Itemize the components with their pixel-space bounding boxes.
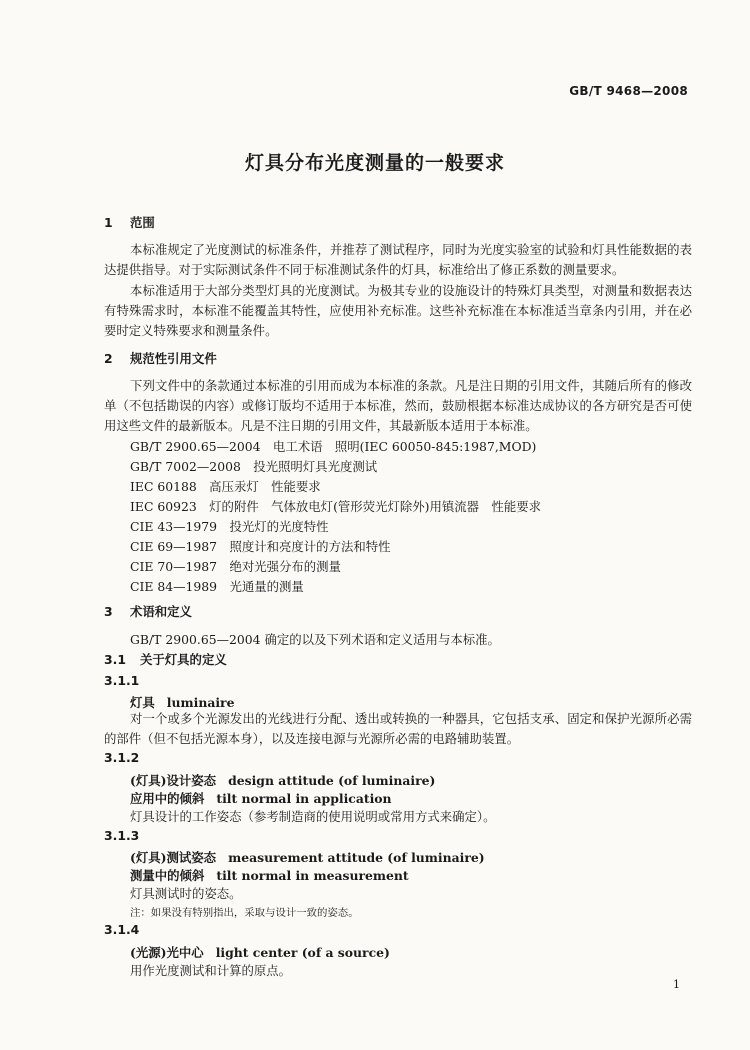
subsection-number: 3.1: [104, 652, 126, 667]
term-3-1-4: [130, 943, 390, 961]
normative-reference: CIE 84—1989 光通量的测量: [130, 579, 304, 594]
standard-code: GB/T 9468—2008: [569, 84, 688, 98]
term-chinese: (光源)光中心: [130, 945, 204, 960]
section-heading-3: [104, 605, 192, 619]
page-title: 灯具分布光度测量的一般要求: [244, 152, 505, 174]
section-title: 范围: [130, 215, 155, 230]
term-english: light center (of a source): [215, 945, 390, 960]
section-1-paragraph-2: 本标准适用于大部分类型灯具的光度测试。为极其专业的设施设计的特殊灯具类型，对测量和数据表达有特殊需求时，本标准不能覆盖其特性，应使用补充标准。这些补充标准在本标准适当章条内引用，并在必要时定义特殊要求和测量条件。: [104, 283, 692, 338]
section-heading-2: [104, 352, 217, 366]
clause-number: 3.1.2: [104, 750, 140, 765]
term-chinese: 灯具: [130, 695, 155, 710]
subsection-heading-3-1: [104, 653, 227, 667]
normative-reference: CIE 43—1979 投光灯的光度特性: [130, 519, 329, 534]
section-number: 1: [104, 215, 113, 230]
term-3-1-2-synonym: [130, 789, 392, 807]
term-3-1-4-definition: 用作光度测试和计算的原点。: [130, 963, 292, 978]
term-3-1-1-definition: 对一个或多个光源发出的光线进行分配、透出或转换的一种器具，它包括支承、固定和保护光源所必需的部件（但不包括光源本身），以及连接电源与光源所必需的电路辅助装置。: [104, 711, 692, 746]
section-3-intro: GB/T 2900.65—2004 确定的以及下列术语和定义适用与本标准。: [130, 632, 500, 647]
section-2-paragraph-1: 下列文件中的条款通过本标准的引用而成为本标准的条款。凡是注日期的引用文件，其随后所有的修改单（不包括勘误的内容）或修订版均不适用于本标准，然而，鼓励根据本标准达成协议的各方研究是否可使用这些文件的最新版本。凡是不注日期的引用文件，其最新版本适用于本标准。: [104, 378, 692, 433]
normative-reference: CIE 69—1987 照度计和亮度计的方法和特性: [130, 539, 391, 554]
page-number: 1: [673, 978, 680, 991]
section-number: 2: [104, 351, 113, 366]
normative-reference: IEC 60188 高压汞灯 性能要求: [130, 479, 321, 494]
section-heading-1: [104, 216, 155, 230]
term-3-1-2-definition: 灯具设计的工作姿态（参考制造商的使用说明或常用方式来确定）。: [130, 809, 496, 824]
term-english: design attitude (of luminaire): [228, 773, 436, 788]
term-3-1-3-note: 注：如果没有特别指出，采取与设计一致的姿态。: [130, 907, 359, 919]
clause-number: 3.1.1: [104, 673, 140, 688]
section-number: 3: [104, 604, 113, 619]
clause-number: 3.1.4: [104, 922, 140, 937]
section-title: 术语和定义: [130, 604, 192, 619]
section-title: 规范性引用文件: [130, 351, 217, 366]
term-chinese: 测量中的倾斜: [130, 868, 205, 883]
term-english: measurement attitude (of luminaire): [228, 850, 485, 865]
term-3-1-2-primary: [130, 771, 435, 789]
term-3-1-3-definition: 灯具测试时的姿态。: [130, 886, 242, 901]
term-english: tilt normal in application: [216, 791, 392, 806]
normative-reference: IEC 60923 灯的附件 气体放电灯(管形荧光灯除外)用镇流器 性能要求: [130, 499, 541, 514]
term-chinese: (灯具)设计姿态: [130, 773, 217, 788]
term-3-1-3-synonym: [130, 866, 409, 884]
term-chinese: (灯具)测试姿态: [130, 850, 217, 865]
term-english: tilt normal in measurement: [216, 868, 409, 883]
section-1-paragraph-1: 本标准规定了光度测试的标准条件，并推荐了测试程序，同时为光度实验室的试验和灯具性能数据的表达提供指导。对于实际测试条件不同于标准测试条件的灯具，标准给出了修正系数的测量要求。: [104, 242, 692, 277]
clause-number: 3.1.3: [104, 828, 140, 843]
term-chinese: 应用中的倾斜: [130, 791, 205, 806]
normative-reference: CIE 70—1987 绝对光强分布的测量: [130, 559, 341, 574]
normative-reference: GB/T 7002—2008 投光照明灯具光度测试: [130, 459, 378, 474]
normative-reference: GB/T 2900.65—2004 电工术语 照明(IEC 60050-845:1987,MOD): [130, 439, 537, 454]
term-3-1-3-primary: [130, 848, 485, 866]
term-english: luminaire: [166, 695, 235, 710]
subsection-title: 关于灯具的定义: [140, 652, 227, 667]
